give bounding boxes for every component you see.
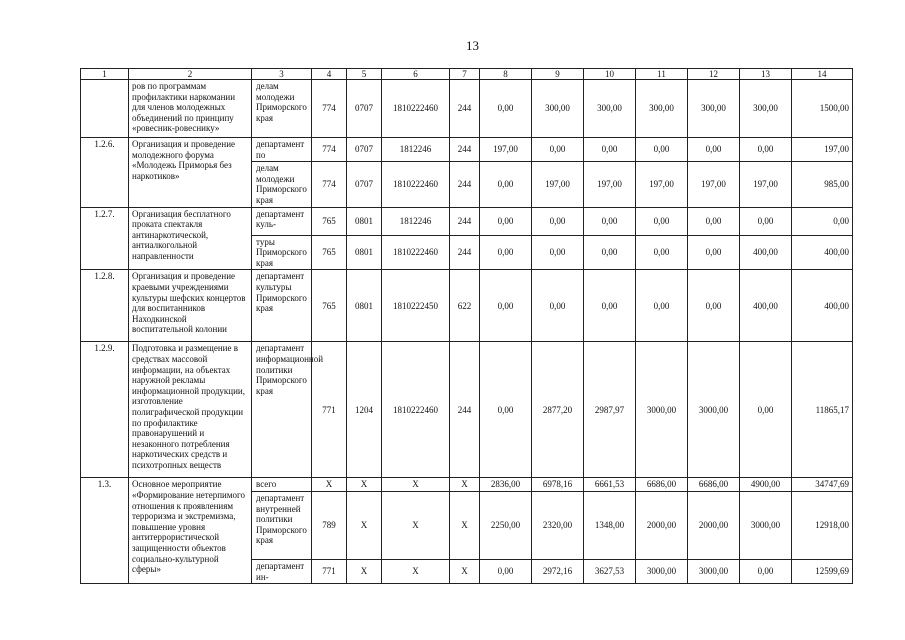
cell-c12: 0,00: [688, 138, 740, 162]
column-header: 3: [252, 69, 312, 80]
table-row: [81, 138, 853, 162]
cell-c6: X: [382, 559, 450, 583]
cell-c7: 244: [450, 162, 480, 207]
cell-c4: 789: [312, 491, 347, 559]
cell-c5: 1204: [347, 342, 382, 478]
cell-c7: 244: [450, 235, 480, 270]
cell-c4: 771: [312, 342, 347, 478]
cell-c12: 3000,00: [688, 342, 740, 478]
cell-c4: 771: [312, 559, 347, 583]
column-header: 7: [450, 69, 480, 80]
cell-c14: 0,00: [792, 207, 853, 235]
activity-name: Организация и проведение краевыми учреждениями культуры шефских концертов для воспитанников Находкинской воспитательной колонии: [129, 270, 252, 342]
cell-c11: 0,00: [636, 270, 688, 342]
cell-c8: 2836,00: [480, 478, 532, 492]
cell-c8: 0,00: [480, 207, 532, 235]
cell-c6: X: [382, 478, 450, 492]
executor-cell: департамент ин-: [252, 559, 312, 583]
cell-c14: 985,00: [792, 162, 853, 207]
cell-c9: 0,00: [532, 270, 584, 342]
row-number: 1.2.8.: [81, 270, 129, 342]
budget-table: [80, 68, 853, 584]
cell-c6: 1810222460: [382, 80, 450, 138]
activity-name: Организация бесплатного проката спектакля антинаркотической, антиалкогольной направленности: [129, 207, 252, 270]
cell-c8: 197,00: [480, 138, 532, 162]
cell-c7: 244: [450, 342, 480, 478]
table-row: [81, 207, 853, 235]
cell-c7: X: [450, 478, 480, 492]
cell-c5: X: [347, 491, 382, 559]
cell-c9: 2877,20: [532, 342, 584, 478]
cell-c4: 765: [312, 270, 347, 342]
cell-c8: 2250,00: [480, 491, 532, 559]
executor-cell: департамент культуры Приморского края: [252, 270, 312, 342]
cell-c5: 0801: [347, 270, 382, 342]
cell-c9: 197,00: [532, 162, 584, 207]
cell-c6: 1812246: [382, 207, 450, 235]
cell-c13: 400,00: [740, 270, 792, 342]
cell-c10: 6661,53: [584, 478, 636, 492]
cell-c11: 197,00: [636, 162, 688, 207]
column-header: 6: [382, 69, 450, 80]
executor-cell: всего: [252, 478, 312, 492]
cell-c14: 1500,00: [792, 80, 853, 138]
cell-c4: 765: [312, 235, 347, 270]
cell-c4: 765: [312, 207, 347, 235]
cell-c7: 244: [450, 80, 480, 138]
cell-c5: X: [347, 478, 382, 492]
cell-c6: 1810222460: [382, 342, 450, 478]
cell-c10: 2987,97: [584, 342, 636, 478]
cell-c9: 2972,16: [532, 559, 584, 583]
cell-c6: 1810222450: [382, 270, 450, 342]
cell-c8: 0,00: [480, 80, 532, 138]
cell-c13: 4900,00: [740, 478, 792, 492]
cell-c14: 400,00: [792, 235, 853, 270]
executor-cell: департамент по: [252, 138, 312, 162]
cell-c4: 774: [312, 138, 347, 162]
cell-c10: 300,00: [584, 80, 636, 138]
cell-c12: 3000,00: [688, 559, 740, 583]
cell-c9: 2320,00: [532, 491, 584, 559]
cell-c5: 0801: [347, 207, 382, 235]
cell-c14: 12599,69: [792, 559, 853, 583]
table-body: [81, 80, 853, 584]
cell-c7: X: [450, 491, 480, 559]
activity-name: Организация и проведение молодежного форума «Молодежь Приморья без наркотиков»: [129, 138, 252, 208]
executor-cell: департамент информационной политики Приморского края: [252, 342, 312, 478]
column-header: 9: [532, 69, 584, 80]
cell-c11: 300,00: [636, 80, 688, 138]
executor-cell: делам молодежи Приморского края: [252, 162, 312, 207]
executor-cell: делам молодежи Приморского края: [252, 80, 312, 138]
cell-c4: 774: [312, 80, 347, 138]
cell-c8: 0,00: [480, 235, 532, 270]
cell-c5: 0801: [347, 235, 382, 270]
cell-c4: X: [312, 478, 347, 492]
cell-c4: 774: [312, 162, 347, 207]
executor-cell: департамент куль-: [252, 207, 312, 235]
column-header: 11: [636, 69, 688, 80]
cell-c6: X: [382, 491, 450, 559]
cell-c14: 11865,17: [792, 342, 853, 478]
row-number: 1.2.7.: [81, 207, 129, 270]
table-row: [81, 478, 853, 492]
cell-c13: 0,00: [740, 138, 792, 162]
cell-c13: 300,00: [740, 80, 792, 138]
cell-c5: 0707: [347, 138, 382, 162]
cell-c7: X: [450, 559, 480, 583]
cell-c12: 300,00: [688, 80, 740, 138]
column-header: 12: [688, 69, 740, 80]
cell-c9: 0,00: [532, 235, 584, 270]
cell-c6: 1810222460: [382, 162, 450, 207]
cell-c14: 34747,69: [792, 478, 853, 492]
cell-c12: 0,00: [688, 207, 740, 235]
row-number: [81, 80, 129, 138]
row-number: 1.2.9.: [81, 342, 129, 478]
activity-name: ров по программам профилактики наркомании для членов молодежных объединений по принципу «ровесник-ровеснику»: [129, 80, 252, 138]
column-header: 2: [129, 69, 252, 80]
cell-c10: 3627,53: [584, 559, 636, 583]
cell-c13: 0,00: [740, 559, 792, 583]
cell-c13: 197,00: [740, 162, 792, 207]
page-number: 13: [466, 38, 479, 53]
cell-c13: 400,00: [740, 235, 792, 270]
cell-c8: 0,00: [480, 342, 532, 478]
cell-c11: 0,00: [636, 138, 688, 162]
cell-c7: 244: [450, 138, 480, 162]
cell-c10: 0,00: [584, 207, 636, 235]
cell-c13: 0,00: [740, 207, 792, 235]
cell-c9: 0,00: [532, 207, 584, 235]
cell-c6: 1812246: [382, 138, 450, 162]
cell-c11: 2000,00: [636, 491, 688, 559]
column-header: 4: [312, 69, 347, 80]
cell-c9: 0,00: [532, 138, 584, 162]
cell-c14: 197,00: [792, 138, 853, 162]
activity-name: Основное мероприятие «Формирование нетерпимого отношения к проявлениям терроризма и экстремизма, повышение уровня антитеррористической защищенности объектов социально-культурной сферы»: [129, 478, 252, 584]
cell-c11: 6686,00: [636, 478, 688, 492]
cell-c12: 0,00: [688, 235, 740, 270]
cell-c10: 0,00: [584, 235, 636, 270]
cell-c12: 0,00: [688, 270, 740, 342]
row-number: 1.3.: [81, 478, 129, 584]
cell-c14: 400,00: [792, 270, 853, 342]
cell-c8: 0,00: [480, 270, 532, 342]
cell-c5: 0707: [347, 162, 382, 207]
cell-c10: 197,00: [584, 162, 636, 207]
column-header: 8: [480, 69, 532, 80]
column-header: 13: [740, 69, 792, 80]
cell-c13: 3000,00: [740, 491, 792, 559]
executor-cell: департамент внутренней политики Приморского края: [252, 491, 312, 559]
cell-c10: 0,00: [584, 138, 636, 162]
cell-c13: 0,00: [740, 342, 792, 478]
cell-c10: 0,00: [584, 270, 636, 342]
cell-c10: 1348,00: [584, 491, 636, 559]
cell-c5: X: [347, 559, 382, 583]
cell-c8: 0,00: [480, 559, 532, 583]
cell-c8: 0,00: [480, 162, 532, 207]
header-row: [81, 69, 853, 80]
activity-name: Подготовка и размещение в средствах массовой информации, на объектах наружной рекламы информационной продукции, изготовление полиграфической продукции по профилактике правонарушений и незаконного потребления наркотических средств и психотропных веществ: [129, 342, 252, 478]
cell-c11: 0,00: [636, 235, 688, 270]
column-header: 5: [347, 69, 382, 80]
cell-c7: 622: [450, 270, 480, 342]
cell-c5: 0707: [347, 80, 382, 138]
table-row: [81, 342, 853, 478]
column-header: 14: [792, 69, 853, 80]
cell-c6: 1810222460: [382, 235, 450, 270]
cell-c9: 300,00: [532, 80, 584, 138]
table-row: [81, 270, 853, 342]
cell-c11: 0,00: [636, 207, 688, 235]
cell-c9: 6978,16: [532, 478, 584, 492]
cell-c12: 2000,00: [688, 491, 740, 559]
cell-c11: 3000,00: [636, 342, 688, 478]
row-number: 1.2.6.: [81, 138, 129, 208]
cell-c14: 12918,00: [792, 491, 853, 559]
cell-c12: 6686,00: [688, 478, 740, 492]
column-header: 10: [584, 69, 636, 80]
table-row: [81, 80, 853, 138]
cell-c11: 3000,00: [636, 559, 688, 583]
cell-c7: 244: [450, 207, 480, 235]
column-header: 1: [81, 69, 129, 80]
cell-c12: 197,00: [688, 162, 740, 207]
executor-cell: туры Приморского края: [252, 235, 312, 270]
